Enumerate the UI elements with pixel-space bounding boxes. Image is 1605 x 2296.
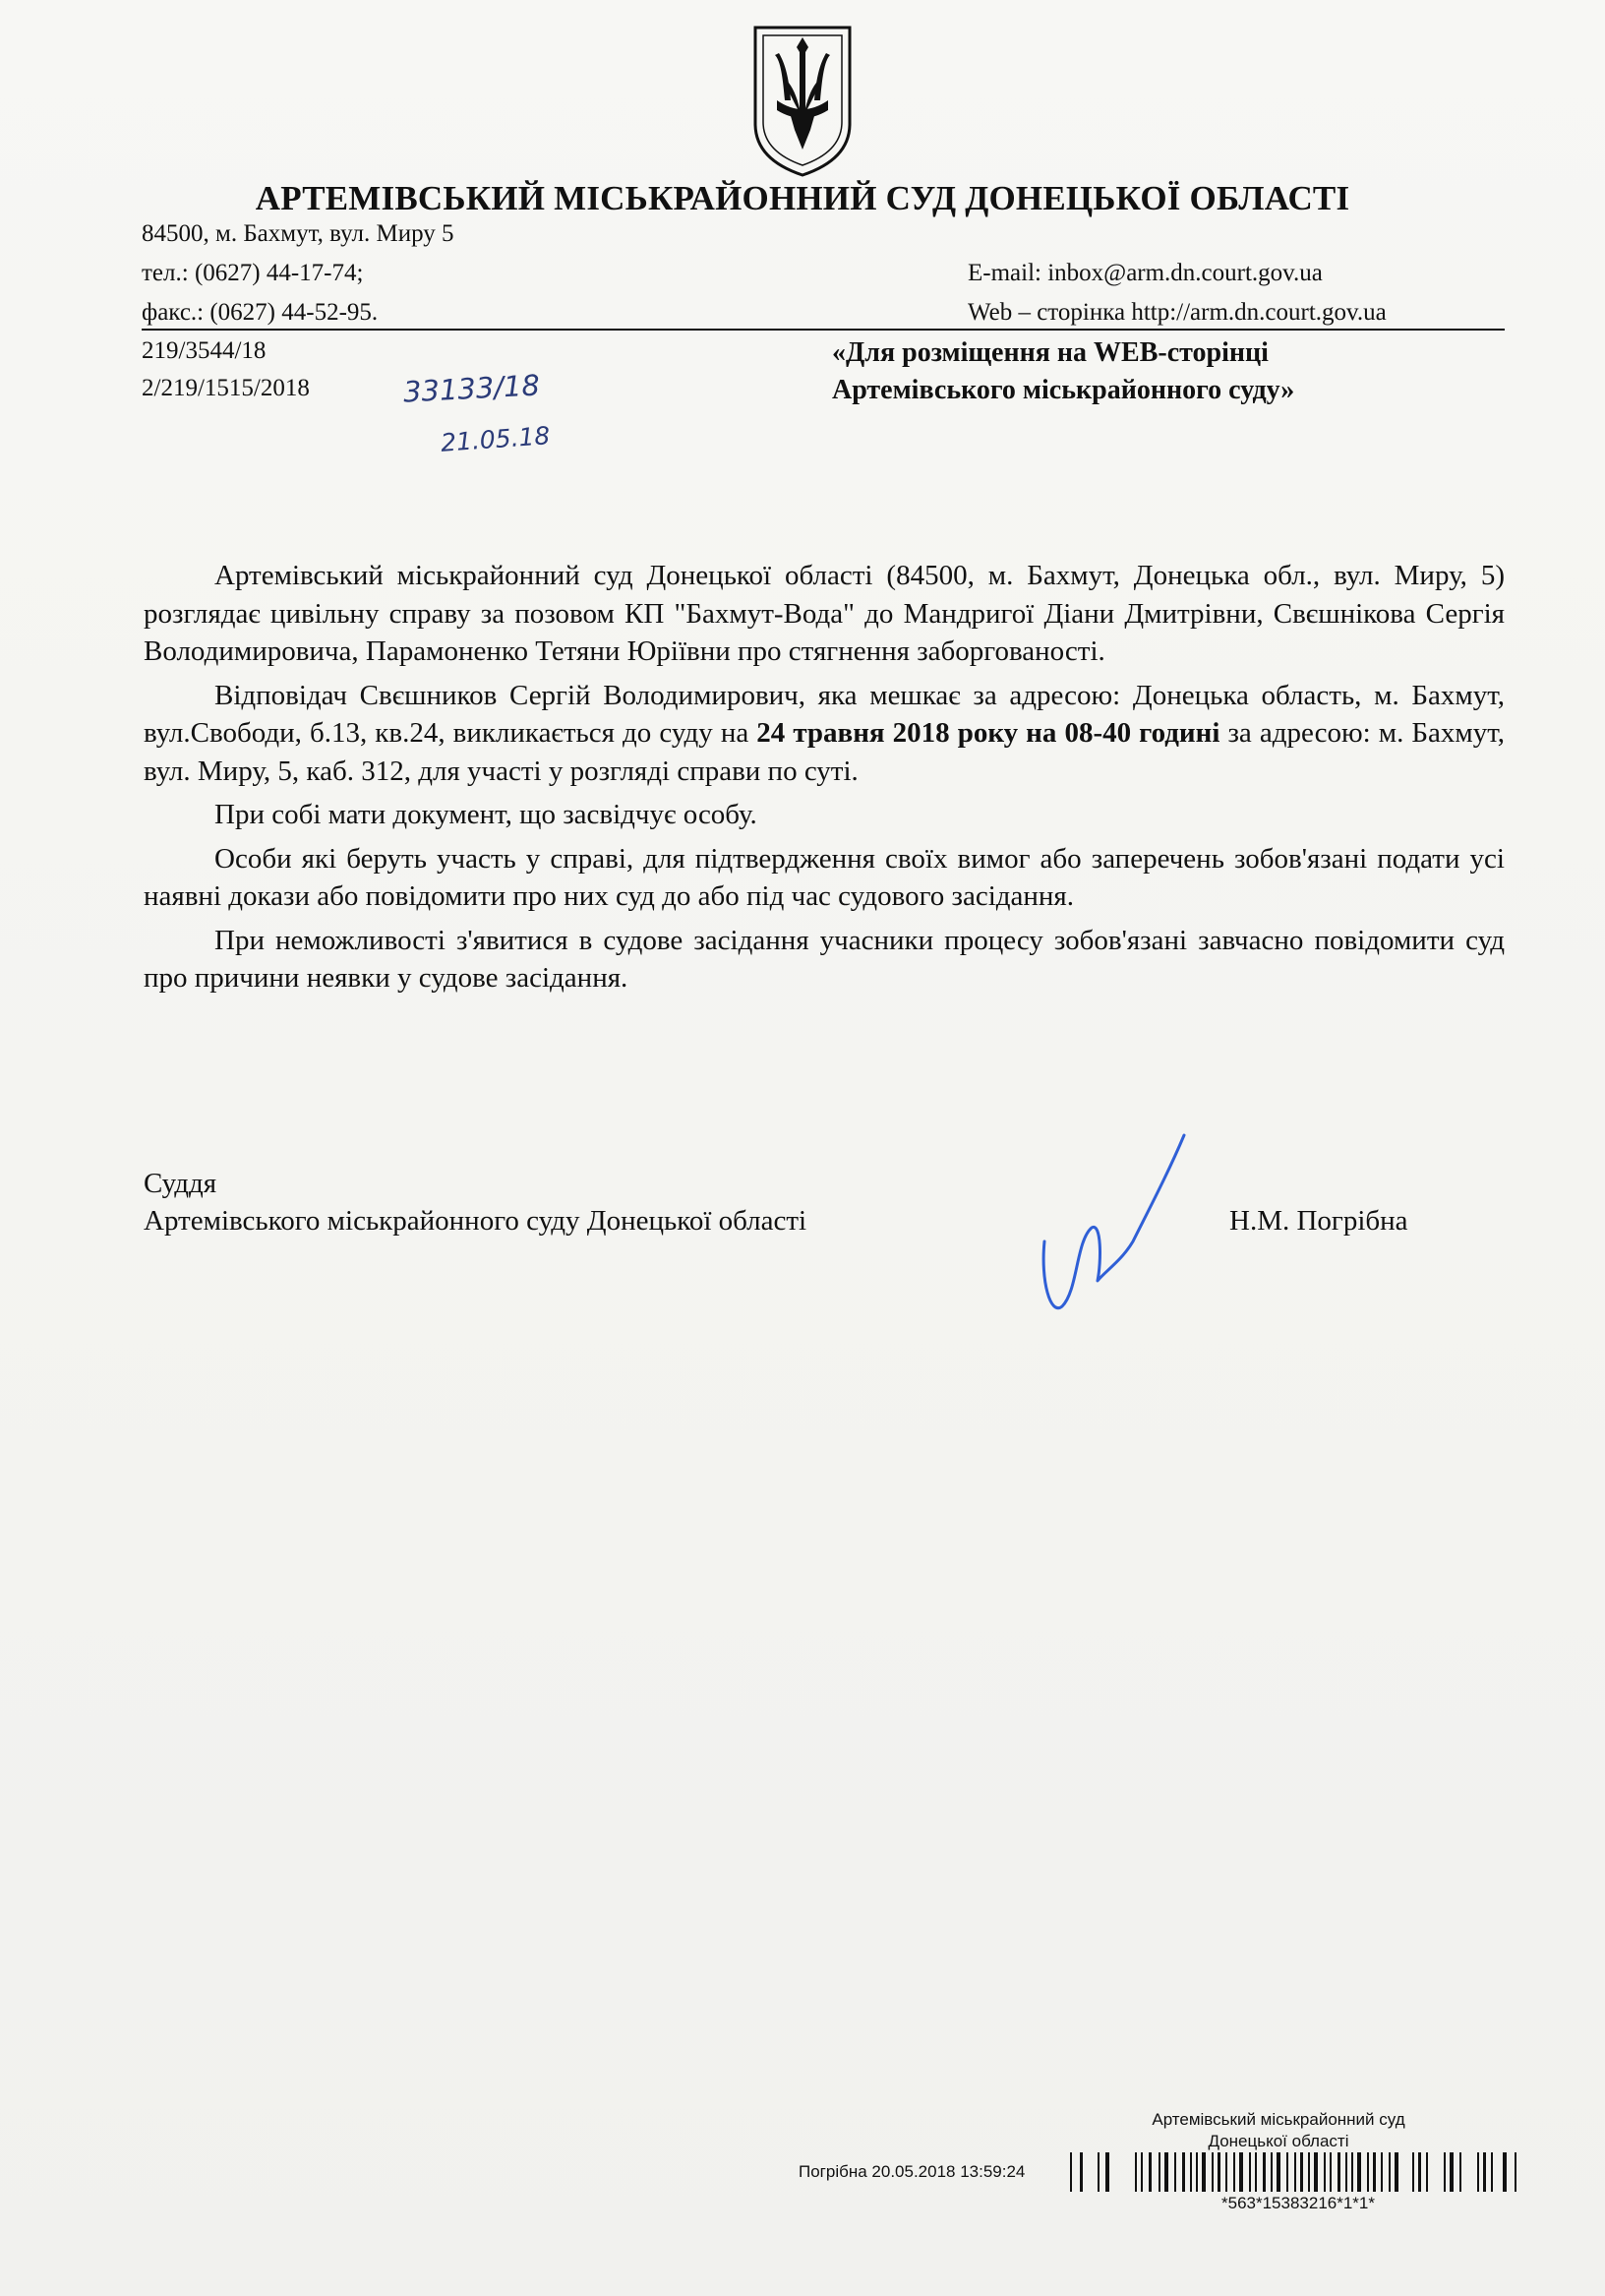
paragraph-case-description: Артемівський міськрайонний суд Донецької області (84500, м. Бахмут, Донецька обл., вул. Миру, 5) розглядає цивільну справу за позовом КП "Бахмут-Вода" до Мандригої Діани Дмитрівни, Свєшнікова Сергія Володимировича, Парамоненко Тетяни Юріївни про стягнення заборгованості. [144, 560, 1505, 667]
court-email: E-mail: inbox@arm.dn.court.gov.ua [968, 260, 1323, 286]
stamp-signer-timestamp: Погрібна 20.05.2018 13:59:24 [799, 2162, 1026, 2181]
hearing-datetime: 24 травня 2018 року на 08-40 годині [756, 717, 1220, 749]
judge-signature [1023, 1123, 1200, 1320]
summons-text-start: Відповідач Свєшников Сергій Володимирович, яка мешкає за адресою: Донецька область, м. Бахмут, вул.Свободи, б.13, кв.24, викликається до суду на [144, 679, 1505, 749]
handwritten-registration-date: 21.05.18 [440, 421, 552, 457]
header-divider [142, 329, 1505, 331]
summons-text-end: за адресою: м. Бахмут, вул. Миру, 5, каб. 312, для участі у розгляді справи по суті. [144, 717, 1505, 787]
paragraph-identity-document: При собі мати документ, що засвідчує особу. [214, 799, 757, 830]
judge-title: Суддя [144, 1168, 217, 1199]
judge-name: Н.М. Погрібна [1229, 1205, 1408, 1237]
court-fax: факс.: (0627) 44-52-95. [142, 299, 379, 326]
court-website: Web – сторінка http://arm.dn.court.gov.ua [968, 299, 1387, 326]
web-notice [832, 334, 1294, 409]
court-address: 84500, м. Бахмут, вул. Миру 5 [142, 220, 454, 247]
barcode-number: *563*15383216*1*1* [1221, 2194, 1375, 2212]
judge-court: Артемівського міськрайонного суду Донецької області [144, 1205, 807, 1237]
proceeding-number: 2/219/1515/2018 [142, 375, 310, 401]
document-barcode [1070, 2152, 1522, 2192]
stamp-court-line-1: Артемівський міськрайонний суд [1152, 2110, 1405, 2129]
stamp-court-name [1131, 2109, 1426, 2152]
stamp-court-line-2: Донецької області [1208, 2132, 1349, 2150]
paragraph-absence-notice: При неможливості з'явитися в судове засідання учасники процесу зобов'язані завчасно повідомити суд про причини неявки у судове засідання. [144, 924, 1505, 994]
paragraph-summons [144, 677, 1505, 791]
case-number: 219/3544/18 [142, 337, 267, 364]
web-notice-line-1: «Для розміщення на WEB-сторінці [832, 337, 1269, 368]
notice-body [144, 557, 1505, 997]
paragraph-evidence: Особи які беруть участь у справі, для підтвердження своїх вимог або заперечень зобов'язані подати усі наявні докази або повідомити про них суд до або під час судового засідання. [144, 842, 1505, 912]
handwritten-registration-number: 33133/18 [402, 368, 541, 409]
web-notice-line-2: Артемівського міськрайонного суду» [832, 375, 1295, 405]
court-title: АРТЕМІВСЬКИЙ МІСЬКРАЙОННИЙ СУД ДОНЕЦЬКОЇ ОБЛАСТІ [255, 179, 1350, 217]
trident-emblem [747, 22, 858, 179]
court-phone: тел.: (0627) 44-17-74; [142, 260, 364, 286]
